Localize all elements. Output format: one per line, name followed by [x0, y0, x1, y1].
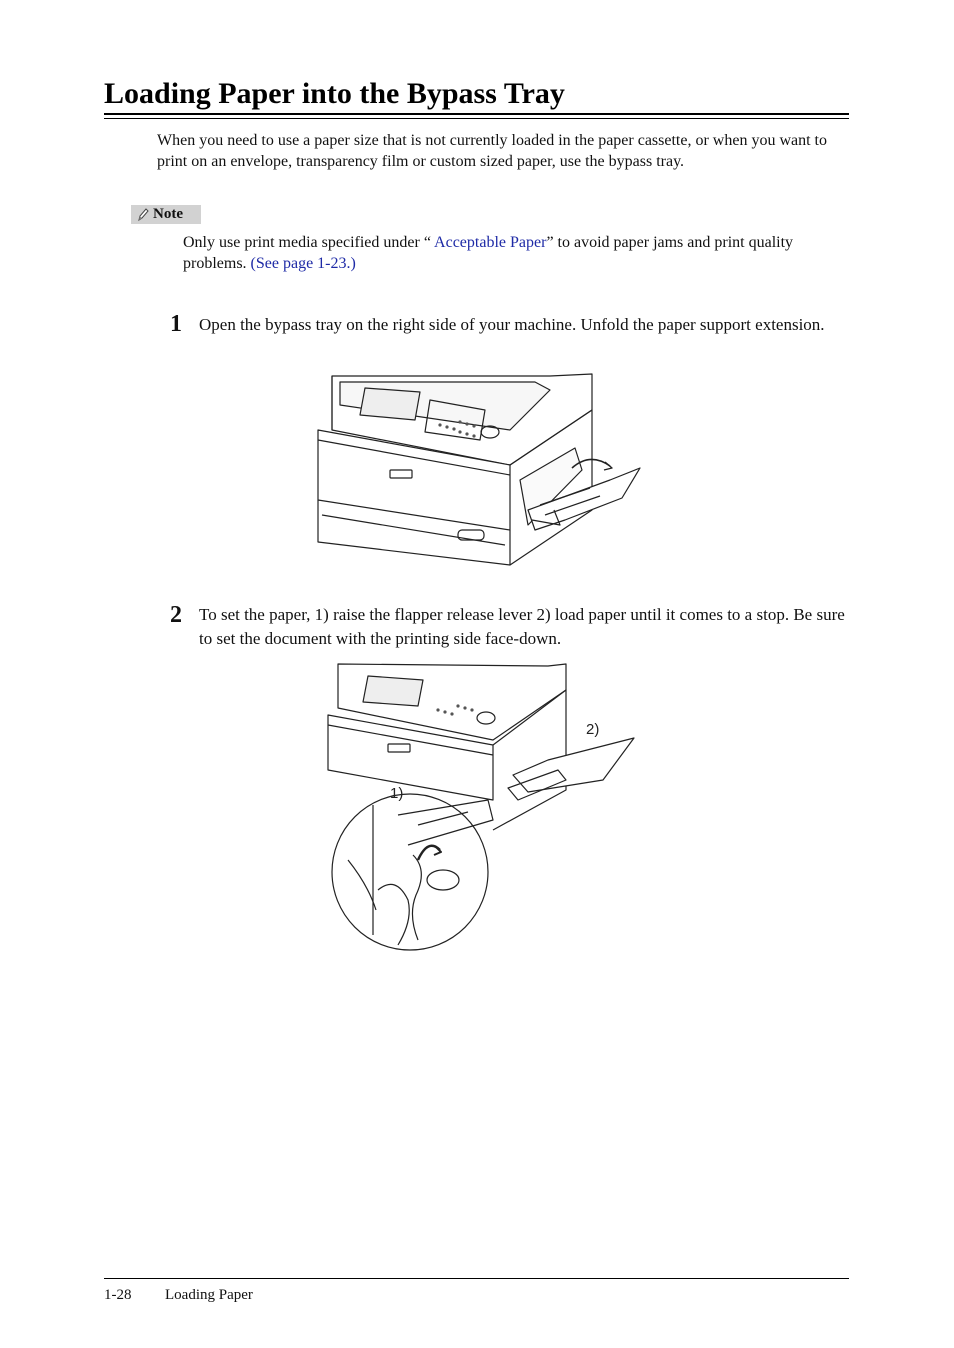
pencil-icon	[136, 207, 150, 222]
step-1-text: Open the bypass tray on the right side of your machine. Unfold the paper support extension.	[199, 315, 825, 334]
acceptable-paper-link[interactable]: Acceptable Paper	[434, 234, 547, 251]
note-text	[183, 232, 843, 274]
load-paper-illustration	[318, 660, 638, 952]
callout-paper: 2)	[586, 721, 600, 738]
footer-rule	[104, 1278, 849, 1279]
intro-paragraph: When you need to use a paper size that is not currently loaded in the paper cassette, or when you want to print on an envelope, transparency film or custom sized paper, use the bypass tray.	[157, 132, 827, 170]
note-text-after: ” to avoid paper jams and print quality problems.	[183, 234, 794, 272]
page-title: Loading Paper into the Bypass Tray	[104, 77, 565, 110]
note-badge	[131, 205, 201, 224]
step-1-number: 1	[170, 311, 182, 337]
note-text-before: Only use print media specified under “	[183, 234, 435, 251]
footer-page-number: 1-28	[104, 1287, 132, 1303]
title-rule-thin	[104, 118, 849, 119]
footer-section-title: Loading Paper	[165, 1287, 253, 1303]
step-2-number: 2	[170, 602, 182, 628]
callout-lever: 1)	[390, 785, 404, 802]
page-reference-link[interactable]: (See page 1-23.)	[250, 255, 356, 272]
step-2-text: To set the paper, 1) raise the flapper release lever 2) load paper until it comes to a stop. Be sure to set the document with the printing side face-down.	[199, 605, 845, 648]
title-rule-thick	[104, 113, 849, 115]
bypass-tray-open-illustration	[310, 370, 650, 570]
note-label: Note	[153, 206, 183, 222]
